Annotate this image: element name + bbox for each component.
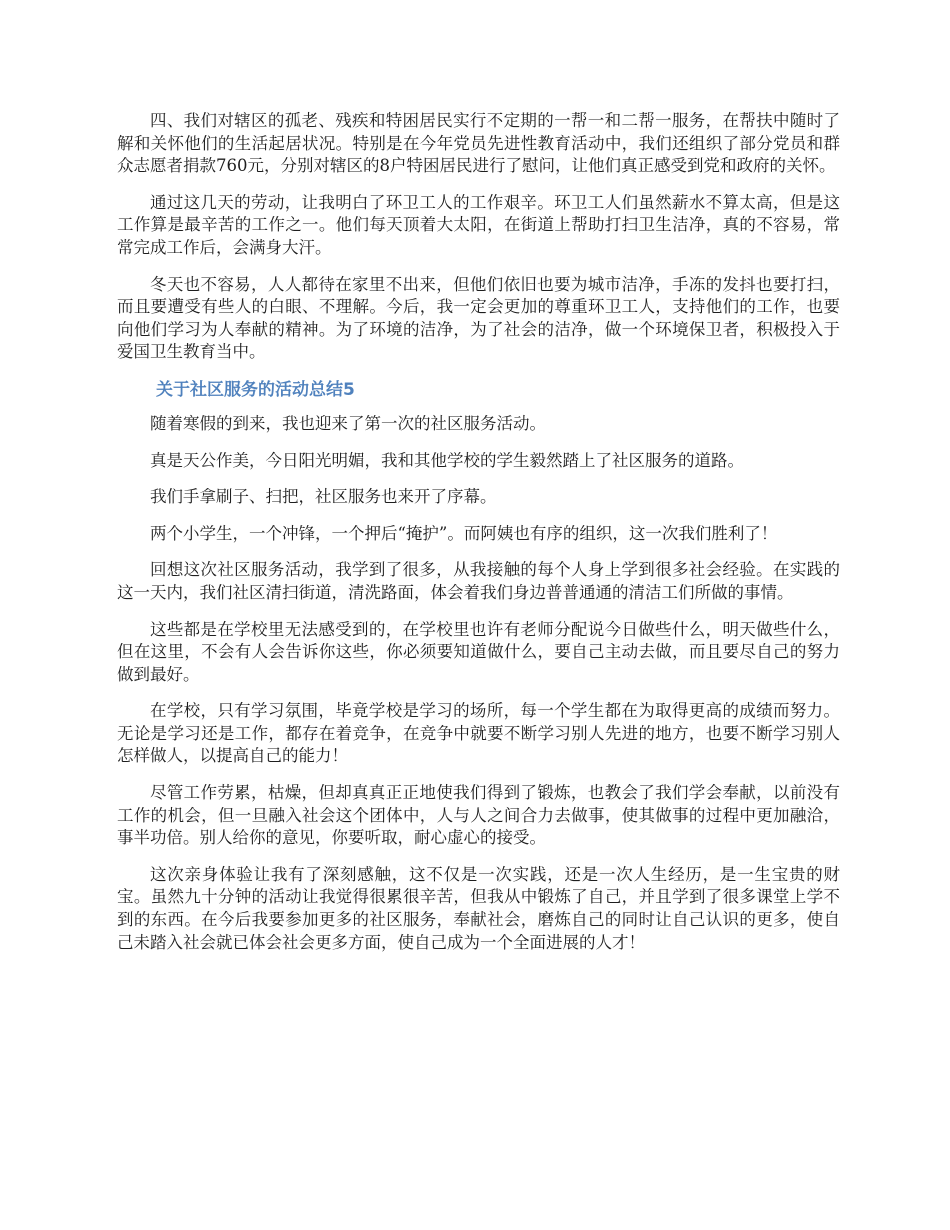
- paragraph-9: 这些都是在学校里无法感受到的，在学校里也许有老师分配说今日做些什么，明天做些什么，但在这里，不会有人会告诉你这些，你必须要知道做什么，要自己主动去做，而且要尽自己的努力做到最好。: [117, 619, 840, 684]
- paragraph-4: 随着寒假的到来，我也迎来了第一次的社区服务活动。: [150, 413, 546, 433]
- paragraph-10: 在学校，只有学习氛围，毕竟学校是学习的场所，每一个学生都在为取得更高的成绩而努力。无论是学习还是工作，都存在着竞争，在竞争中就要不断学习别人先进的地方，也要不断学习别人怎样做人，以提高自己的能力！: [117, 701, 840, 766]
- paragraph-2: 通过这几天的劳动，让我明白了环卫工人的工作艰辛。环卫工人们虽然薪水不算太高，但是这工作算是最辛苦的工作之一。他们每天顶着大太阳，在街道上帮助打扫卫生洁净，真的不容易，常常完成工作后，会满身大汗。: [117, 192, 840, 257]
- paragraph-12: 这次亲身体验让我有了深刻感触，这不仅是一次实践，还是一次人生经历，是一生宝贵的财宝。虽然九十分钟的活动让我觉得很累很辛苦，但我从中锻炼了自己，并且学到了很多课堂上学不到的东西。在今后我要参加更多的社区服务，奉献社会，磨炼自己的同时让自己认识的更多，使自己未踏入社会就已体会社会更多方面，使自己成为一个全面进展的人才！: [117, 864, 840, 952]
- paragraph-11: 尽管工作劳累，枯燥，但却真真正正地使我们得到了锻炼，也教会了我们学会奉献，以前没有工作的机会，但一旦融入社会这个团体中，人与人之间合力去做事，使其做事的过程中更加融洽，事半功倍。别人给你的意见，你要听取，耐心虚心的接受。: [117, 783, 840, 848]
- paragraph-1: 四、我们对辖区的孤老、残疾和特困居民实行不定期的一帮一和二帮一服务，在帮扶中随时了解和关怀他们的生活起居状况。特别是在今年党员先进性教育活动中，我们还组织了部分党员和群众志愿者捐款760元，分别对辖区的8户特困居民进行了慰问，让他们真正感受到党和政府的关怀。: [117, 111, 840, 176]
- section-heading: 关于社区服务的活动总结5: [156, 379, 355, 400]
- paragraph-7: 两个小学生，一个冲锋，一个押后“掩护”。而阿姨也有序的组织，这一次我们胜利了！: [150, 523, 778, 543]
- paragraph-6: 我们手拿刷子、扫把，社区服务也来开了序幕。: [150, 487, 497, 507]
- paragraph-3: 冬天也不容易，人人都待在家里不出来，但他们依旧也要为城市洁净，手冻的发抖也要打扫，而且要遭受有些人的白眼、不理解。今后，我一定会更加的尊重环卫工人，支持他们的工作，也要向他们学习为人奉献的精神。为了环境的洁净，为了社会的洁净，做一个环境保卫者，积极投入于爱国卫生教育当中。: [117, 274, 840, 362]
- paragraph-8: 回想这次社区服务活动，我学到了很多，从我接触的每个人身上学到很多社会经验。在实践的这一天内，我们社区清扫街道，清洗路面，体会着我们身边普普通通的清洁工们所做的事情。: [117, 560, 840, 602]
- paragraph-5: 真是天公作美，今日阳光明媚，我和其他学校的学生毅然踏上了社区服务的道路。: [150, 450, 744, 470]
- document-body: [117, 110, 840, 968]
